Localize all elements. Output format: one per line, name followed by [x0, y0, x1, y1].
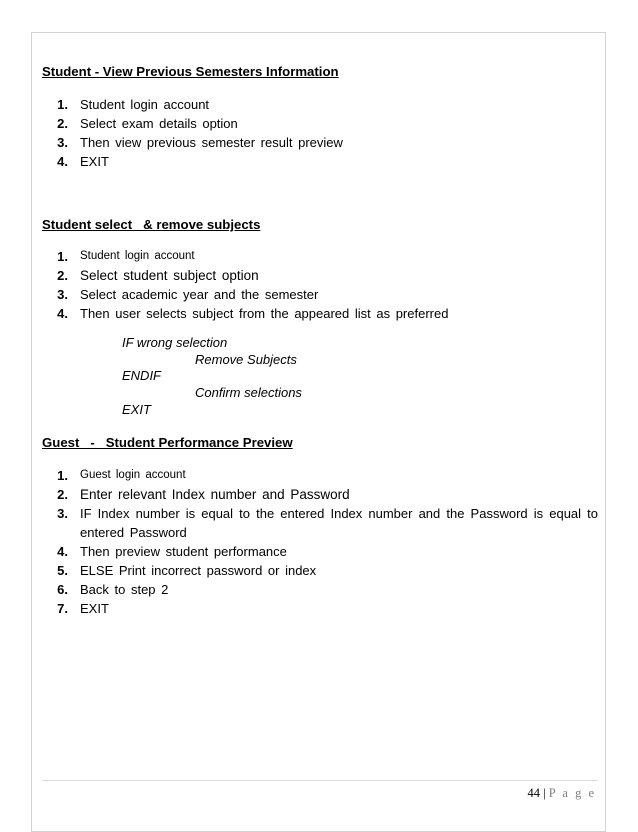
list-item: 4. Then user selects subject from the appeared list as preferred — [57, 306, 449, 321]
footer-separator: | — [543, 786, 546, 800]
list-item: 1. Guest login account — [57, 468, 186, 483]
pseudocode-remove-subjects: Remove Subjects — [195, 352, 297, 367]
pseudocode-endif: ENDIF — [122, 368, 161, 383]
pseudocode-confirm-selections: Confirm selections — [195, 385, 302, 400]
list-item: 4. EXIT — [57, 154, 109, 169]
list-item: 2. Select exam details option — [57, 116, 238, 131]
pseudocode-exit: EXIT — [122, 402, 151, 417]
steps-list-view-previous-semesters — [42, 95, 598, 171]
pseudocode-if-wrong-selection: IF wrong selection — [122, 335, 228, 350]
section-title-guest-performance-preview: Guest - Student Performance Preview — [42, 435, 293, 450]
page-number: 44 — [527, 786, 541, 800]
list-item: 3. Select academic year and the semester — [57, 287, 319, 302]
section-title-view-previous-semesters: Student - View Previous Semesters Information — [42, 64, 339, 79]
steps-list-select-remove-subjects — [42, 247, 598, 323]
page-footer — [528, 786, 596, 801]
list-item: 1. Student login account — [57, 249, 195, 264]
page-word: P a g e — [548, 786, 596, 800]
list-item: 3. IF Index number is equal to the entered Index number and the Password is equal to entered Password — [57, 506, 598, 540]
list-item: 6. Back to step 2 — [57, 582, 169, 597]
list-item: 1. Student login account — [57, 97, 210, 112]
list-item: 4. Then preview student performance — [57, 544, 287, 559]
list-item: 2. Enter relevant Index number and Password — [57, 487, 350, 502]
list-item: 2. Select student subject option — [57, 268, 259, 283]
list-item: 3. Then view previous semester result preview — [57, 135, 343, 150]
section-title-select-remove-subjects: Student select & remove subjects — [42, 217, 261, 232]
steps-list-guest-performance-preview — [42, 466, 598, 618]
footer-divider — [42, 780, 598, 781]
list-item: 5. ELSE Print incorrect password or index — [57, 563, 317, 578]
list-item: 7. EXIT — [57, 601, 109, 616]
